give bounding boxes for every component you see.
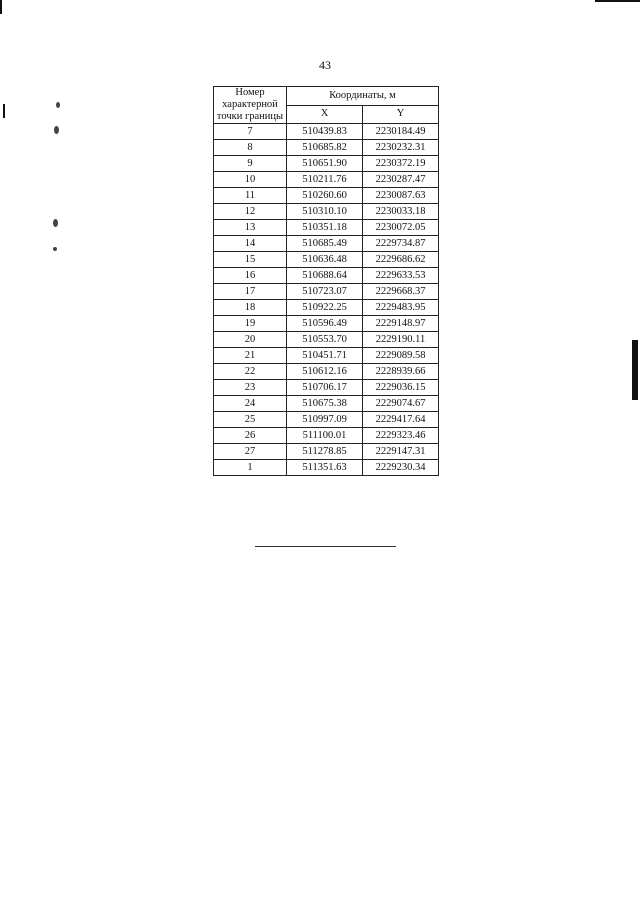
cell-x: 510553.70: [287, 332, 363, 348]
cell-x: 510636.48: [287, 252, 363, 268]
cell-y: 2229036.15: [363, 380, 439, 396]
cell-x: 510685.49: [287, 236, 363, 252]
cell-x: 510675.38: [287, 396, 363, 412]
cell-point-number: 11: [214, 188, 287, 204]
cell-x: 511100.01: [287, 428, 363, 444]
cell-x: 510651.90: [287, 156, 363, 172]
table-row: [214, 268, 439, 284]
page-number: 43: [319, 58, 331, 72]
cell-y: 2229230.34: [363, 460, 439, 476]
scan-edge-mark-top-left: [0, 0, 2, 14]
cell-x: 510439.83: [287, 124, 363, 140]
table-row: [214, 332, 439, 348]
cell-y: 2229686.62: [363, 252, 439, 268]
cell-x: 510706.17: [287, 380, 363, 396]
table-row: [214, 284, 439, 300]
scan-speck: [53, 219, 58, 227]
cell-y: 2229323.46: [363, 428, 439, 444]
cell-y: 2230033.18: [363, 204, 439, 220]
table-row: [214, 396, 439, 412]
cell-y: 2229190.11: [363, 332, 439, 348]
table-row: [214, 300, 439, 316]
cell-y: 2230072.05: [363, 220, 439, 236]
cell-point-number: 12: [214, 204, 287, 220]
table-row: [214, 428, 439, 444]
table-row: [214, 460, 439, 476]
table-row: [214, 380, 439, 396]
cell-point-number: 19: [214, 316, 287, 332]
table-row: [214, 412, 439, 428]
table-row: [214, 220, 439, 236]
cell-point-number: 23: [214, 380, 287, 396]
scan-edge-mark-right: [632, 340, 638, 400]
cell-x: 510260.60: [287, 188, 363, 204]
cell-y: 2229668.37: [363, 284, 439, 300]
cell-x: 510596.49: [287, 316, 363, 332]
cell-y: 2229734.87: [363, 236, 439, 252]
table-row: [214, 188, 439, 204]
cell-point-number: 13: [214, 220, 287, 236]
cell-x: 510211.76: [287, 172, 363, 188]
cell-y: 2230087.63: [363, 188, 439, 204]
cell-point-number: 10: [214, 172, 287, 188]
scan-speck: [53, 247, 57, 251]
table-row: [214, 252, 439, 268]
cell-y: 2229147.31: [363, 444, 439, 460]
cell-y: 2229633.53: [363, 268, 439, 284]
header-x: X: [287, 105, 363, 124]
cell-point-number: 27: [214, 444, 287, 460]
table-row: [214, 444, 439, 460]
cell-x: 510922.25: [287, 300, 363, 316]
table-row: [214, 156, 439, 172]
cell-y: 2230184.49: [363, 124, 439, 140]
table-row: [214, 316, 439, 332]
scan-edge-mark-top-right: [595, 0, 640, 2]
cell-y: 2229417.64: [363, 412, 439, 428]
cell-point-number: 21: [214, 348, 287, 364]
cell-x: 510997.09: [287, 412, 363, 428]
cell-x: 511278.85: [287, 444, 363, 460]
cell-y: 2229148.97: [363, 316, 439, 332]
scan-speck: [56, 102, 60, 108]
cell-point-number: 17: [214, 284, 287, 300]
cell-point-number: 18: [214, 300, 287, 316]
cell-point-number: 16: [214, 268, 287, 284]
table-row: [214, 140, 439, 156]
cell-x: 510685.82: [287, 140, 363, 156]
cell-y: 2230372.19: [363, 156, 439, 172]
cell-y: 2230232.31: [363, 140, 439, 156]
cell-point-number: 22: [214, 364, 287, 380]
cell-point-number: 9: [214, 156, 287, 172]
cell-y: 2229074.67: [363, 396, 439, 412]
table-header: [214, 87, 439, 124]
signature-line: [255, 546, 396, 547]
cell-point-number: 14: [214, 236, 287, 252]
cell-x: 510723.07: [287, 284, 363, 300]
cell-x: 510351.18: [287, 220, 363, 236]
table-row: [214, 364, 439, 380]
cell-point-number: 7: [214, 124, 287, 140]
cell-point-number: 24: [214, 396, 287, 412]
cell-y: 2230287.47: [363, 172, 439, 188]
header-coordinates: Координаты, м: [287, 87, 439, 106]
cell-point-number: 20: [214, 332, 287, 348]
table-row: [214, 204, 439, 220]
header-y: Y: [363, 105, 439, 124]
cell-y: 2228939.66: [363, 364, 439, 380]
cell-x: 511351.63: [287, 460, 363, 476]
cell-point-number: 25: [214, 412, 287, 428]
cell-y: 2229089.58: [363, 348, 439, 364]
cell-x: 510310.10: [287, 204, 363, 220]
cell-point-number: 1: [214, 460, 287, 476]
coordinates-table: [213, 86, 439, 476]
table-body: [214, 124, 439, 476]
table-row: [214, 124, 439, 140]
cell-x: 510612.16: [287, 364, 363, 380]
cell-y: 2229483.95: [363, 300, 439, 316]
cell-point-number: 26: [214, 428, 287, 444]
cell-point-number: 8: [214, 140, 287, 156]
scan-speck: [54, 126, 59, 134]
cell-point-number: 15: [214, 252, 287, 268]
table-row: [214, 348, 439, 364]
cell-x: 510688.64: [287, 268, 363, 284]
table-row: [214, 172, 439, 188]
scan-edge-mark-left: [3, 104, 5, 118]
cell-x: 510451.71: [287, 348, 363, 364]
header-point-number: Номер характерной точки границы: [214, 87, 287, 124]
table-row: [214, 236, 439, 252]
